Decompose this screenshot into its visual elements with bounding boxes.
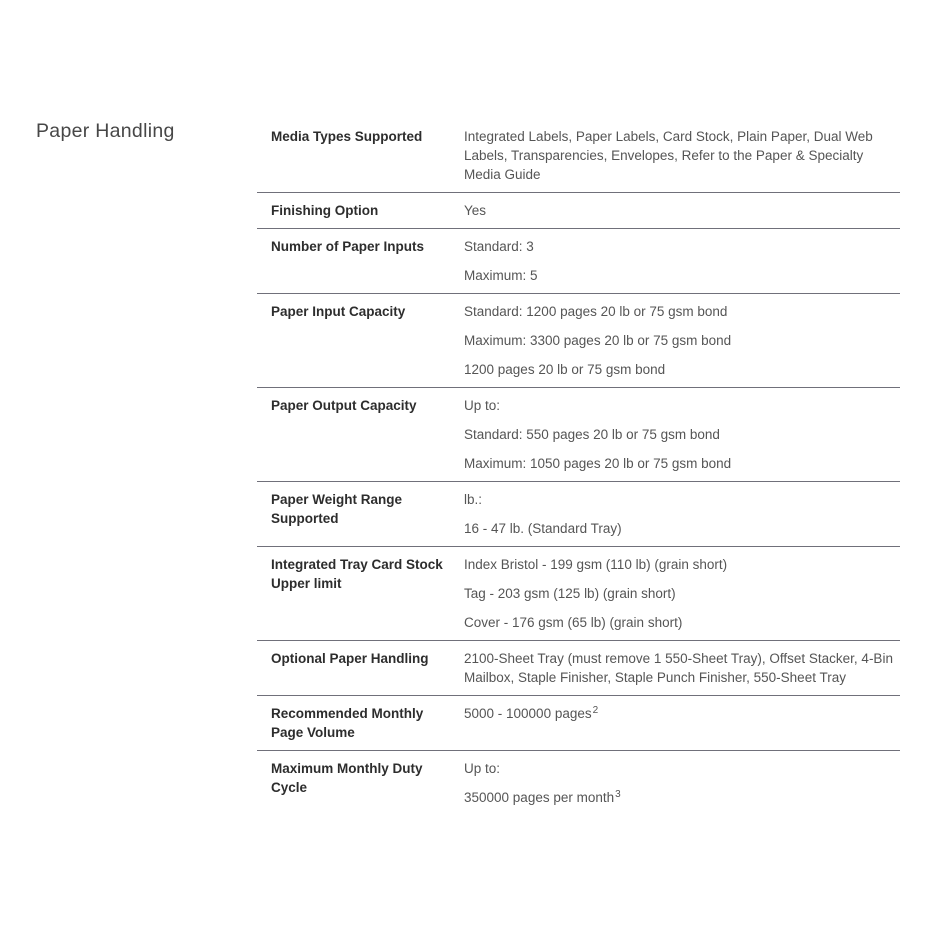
footnote-superscript: 2 — [592, 705, 599, 716]
spec-table — [257, 119, 900, 817]
spec-value — [464, 490, 900, 538]
spec-value-line: Up to: — [464, 761, 501, 776]
spec-value-line: Maximum: 1050 pages 20 lb or 75 gsm bond — [464, 456, 732, 471]
spec-row — [257, 640, 900, 695]
spec-label: Optional Paper Handling — [271, 651, 429, 666]
spec-row — [257, 387, 900, 481]
spec-value-line: Standard: 3 — [464, 239, 534, 254]
spec-value-line: 16 - 47 lb. (Standard Tray) — [464, 521, 622, 536]
spec-value — [464, 704, 900, 725]
spec-value — [464, 237, 900, 285]
spec-value-line: Maximum: 5 — [464, 268, 538, 283]
spec-row — [257, 119, 900, 192]
spec-label: Finishing Option — [271, 203, 379, 218]
spec-value — [464, 302, 900, 379]
spec-value-line: Standard: 1200 pages 20 lb or 75 gsm bond — [464, 304, 728, 319]
spec-label: Integrated Tray Card Stock Upper limit — [271, 557, 443, 591]
spec-row — [257, 228, 900, 293]
spec-row — [257, 293, 900, 387]
spec-value-line: 2100-Sheet Tray (must remove 1 550-Sheet Tray), Offset Stacker, 4-Bin Mailbox, Staple Finisher, Staple Punch Finisher, 550-Sheet Tray — [464, 651, 893, 685]
spec-value-line: Tag - 203 gsm (125 lb) (grain short) — [464, 586, 676, 601]
spec-value-line: Cover - 176 gsm (65 lb) (grain short) — [464, 615, 683, 630]
spec-value — [464, 555, 900, 632]
spec-value-line: Integrated Labels, Paper Labels, Card Stock, Plain Paper, Dual Web Labels, Transparencies, Envelopes, Refer to the Paper & Specialty Media Guide — [464, 129, 873, 182]
spec-label: Paper Weight Range Supported — [271, 492, 403, 526]
section-title: Paper Handling — [36, 120, 175, 142]
spec-value — [464, 759, 900, 809]
footnote-superscript: 3 — [615, 789, 621, 800]
spec-row — [257, 750, 900, 817]
spec-row — [257, 481, 900, 546]
spec-value — [464, 396, 900, 473]
spec-label: Media Types Supported — [271, 129, 423, 144]
spec-value-line: Yes — [464, 203, 487, 218]
spec-value-line: 5000 - 100000 pages$^2$ — [464, 705, 599, 721]
spec-label: Number of Paper Inputs — [271, 239, 425, 254]
spec-label: Paper Input Capacity — [271, 304, 406, 319]
spec-value-line: lb.: — [464, 492, 483, 507]
spec-value-line: 1200 pages 20 lb or 75 gsm bond — [464, 362, 666, 377]
spec-label: Recommended Monthly Page Volume — [271, 706, 424, 740]
spec-label: Maximum Monthly Duty Cycle — [271, 761, 423, 795]
spec-value — [464, 649, 900, 687]
spec-value-line: Standard: 550 pages 20 lb or 75 gsm bond — [464, 427, 720, 442]
spec-value-line: Maximum: 3300 pages 20 lb or 75 gsm bond — [464, 333, 732, 348]
spec-value-line: Up to: — [464, 398, 501, 413]
spec-value-line: 350000 pages per month$^3$ — [464, 789, 621, 805]
spec-row — [257, 192, 900, 228]
spec-row — [257, 695, 900, 750]
spec-label: Paper Output Capacity — [271, 398, 417, 413]
spec-value — [464, 201, 900, 220]
spec-value-line: Index Bristol - 199 gsm (110 lb) (grain short) — [464, 557, 728, 572]
spec-value — [464, 127, 900, 184]
spec-row — [257, 546, 900, 640]
